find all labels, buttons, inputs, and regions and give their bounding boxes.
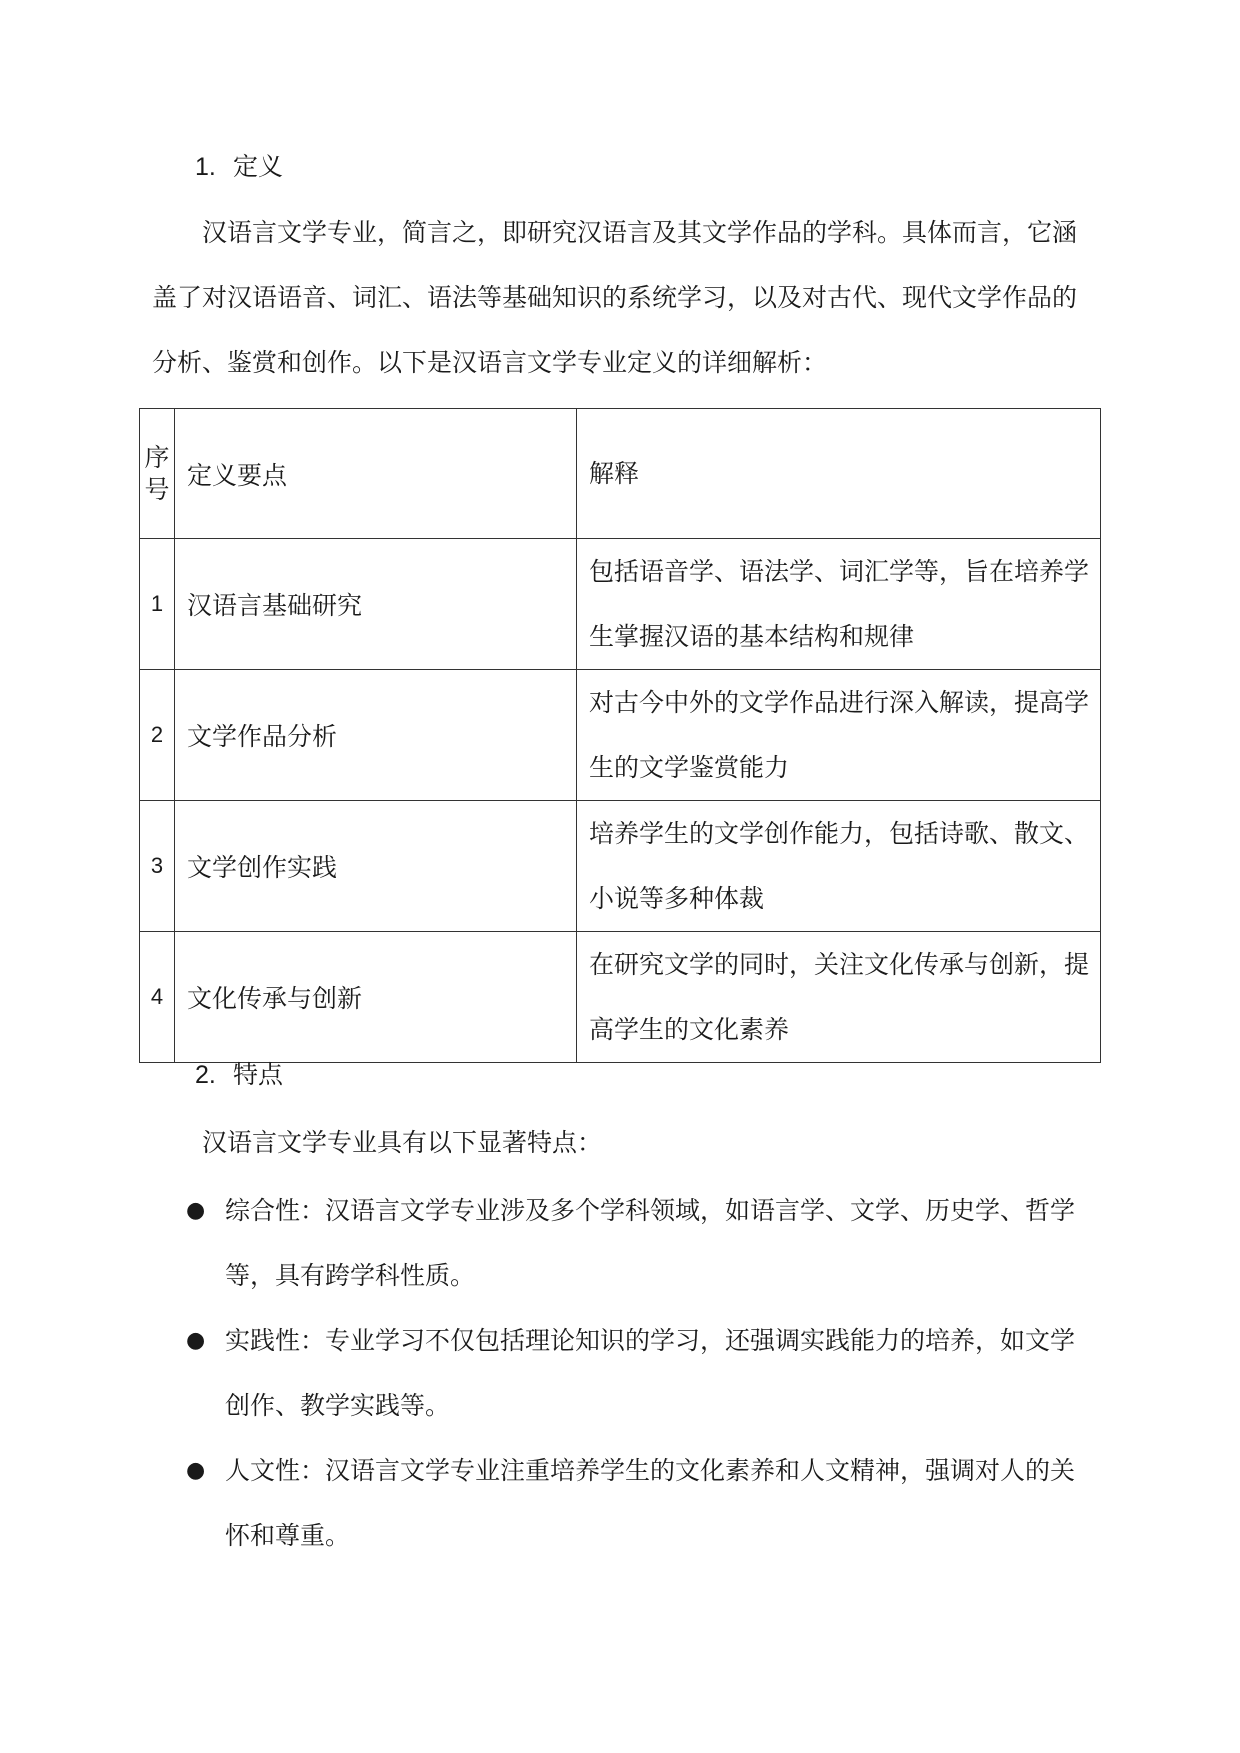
section-title: 定义 [233, 152, 284, 181]
table-row [140, 801, 1101, 932]
row-explanation: 对古今中外的文学作品进行深入解读，提高学生的文学鉴赏能力 [577, 670, 1101, 801]
section-title: 特点 [233, 1060, 284, 1089]
table-row [140, 670, 1101, 801]
header-cell-point: 定义要点 [175, 409, 577, 539]
list-item-text: 综合性：汉语言文学专业涉及多个学科领域，如语言学、文学、历史学、哲学等，具有跨学科性质。 [225, 1196, 1076, 1290]
row-point: 文化传承与创新 [175, 932, 577, 1063]
section-number: 2. [195, 1061, 216, 1089]
row-explanation: 包括语音学、语法学、词汇学等，旨在培养学生掌握汉语的基本结构和规律 [577, 539, 1101, 670]
section-number: 1. [195, 153, 216, 181]
row-number: 3 [140, 801, 175, 932]
table-row [140, 932, 1101, 1063]
row-point: 汉语言基础研究 [175, 539, 577, 670]
row-explanation: 培养学生的文学创作能力，包括诗歌、散文、小说等多种体裁 [577, 801, 1101, 932]
list-item-text: 人文性：汉语言文学专业注重培养学生的文化素养和人文精神，强调对人的关怀和尊重。 [225, 1456, 1076, 1550]
bullet-icon: ● [186, 1328, 206, 1353]
section-heading-features [195, 1055, 283, 1095]
table-header-row [140, 409, 1101, 539]
row-point: 文学创作实践 [175, 801, 577, 932]
features-intro: 汉语言文学专业具有以下显著特点： [202, 1128, 603, 1157]
row-number: 1 [140, 539, 175, 670]
row-explanation: 在研究文学的同时，关注文化传承与创新，提高学生的文化素养 [577, 932, 1101, 1063]
row-point: 文学作品分析 [175, 670, 577, 801]
definition-paragraph: 汉语言文学专业，简言之，即研究汉语言及其文学作品的学科。具体而言，它涵盖了对汉语语音、词汇、语法等基础知识的系统学习，以及对古代、现代文学作品的分析、鉴赏和创作。以下是汉语言文学专业定义的详细解析： [152, 218, 1078, 377]
row-number: 2 [140, 670, 175, 801]
header-cell-number: 序号 [140, 409, 175, 539]
list-item [152, 1438, 1082, 1568]
definition-table [139, 408, 1101, 1063]
section-heading-definition [195, 147, 283, 187]
bullet-icon: ● [186, 1198, 206, 1223]
list-item-text: 实践性：专业学习不仅包括理论知识的学习，还强调实践能力的培养，如文学创作、教学实践等。 [225, 1326, 1076, 1420]
list-item [152, 1308, 1082, 1438]
features-list [152, 1178, 1082, 1568]
header-cell-explanation: 解释 [577, 409, 1101, 539]
list-item [152, 1178, 1082, 1308]
bullet-icon: ● [186, 1458, 206, 1483]
row-number: 4 [140, 932, 175, 1063]
table-row [140, 539, 1101, 670]
